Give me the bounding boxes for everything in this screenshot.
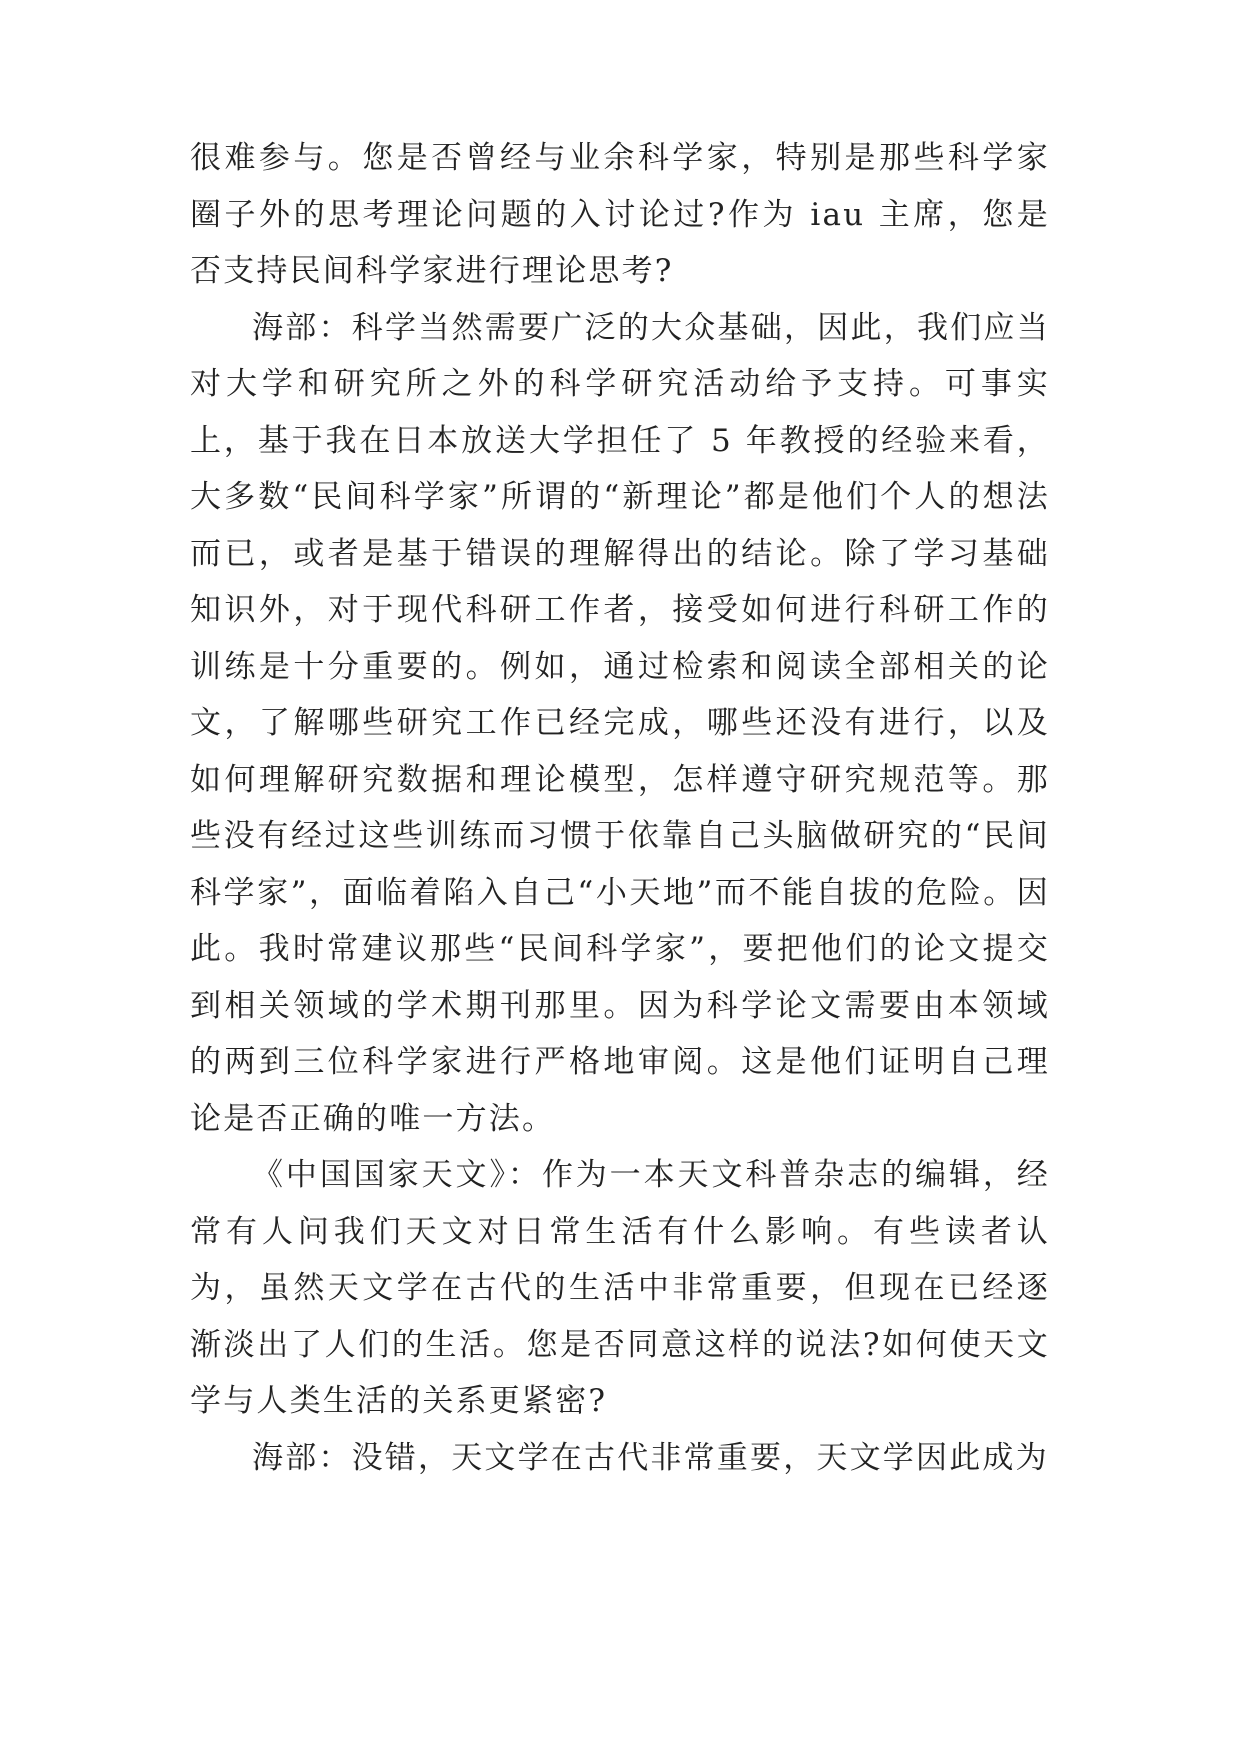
paragraph-question-amateur-scientists: 很难参与。您是否曾经与业余科学家，特别是那些科学家圈子外的思考理论问题的入讨论过?作为 iau 主席，您是否支持民间科学家进行理论思考? — [190, 140, 1050, 289]
paragraph-answer-astronomy-daily-life: 海部：没错，天文学在古代非常重要，天文学因此成为 — [252, 1439, 1049, 1476]
document-page — [190, 130, 1050, 1486]
paragraph-question-astronomy-daily-life: 《中国国家天文》：作为一本天文科普杂志的编辑，经常有人问我们天文对日常生活有什么影响。有些读者认为，虽然天文学在古代的生活中非常重要，但现在已经逐渐淡出了人们的生活。您是否同意这样的说法?如何使天文学与人类生活的关系更紧密? — [190, 1157, 1050, 1419]
paragraph-answer-amateur-scientists: 海部：科学当然需要广泛的大众基础，因此，我们应当对大学和研究所之外的科学研究活动给予支持。可事实上，基于我在日本放送大学担任了 5 年教授的经验来看，大多数“民间科学家”所谓的“新理论”都是他们个人的想法而已，或者是基于错误的理解得出的结论。除了学习基础知识外，对于现代科研工作者，接受如何进行科研工作的训练是十分重要的。例如，通过检索和阅读全部相关的论文，了解哪些研究工作已经完成，哪些还没有进行，以及如何理解研究数据和理论模型，怎样遵守研究规范等。那些没有经过这些训练而习惯于依靠自己头脑做研究的“民间科学家”，面临着陷入自己“小天地”而不能自拔的危险。因此。我时常建议那些“民间科学家”，要把他们的论文提交到相关领域的学术期刊那里。因为科学论文需要由本领域的两到三位科学家进行严格地审阅。这是他们证明自己理论是否正确的唯一方法。 — [190, 309, 1050, 1137]
